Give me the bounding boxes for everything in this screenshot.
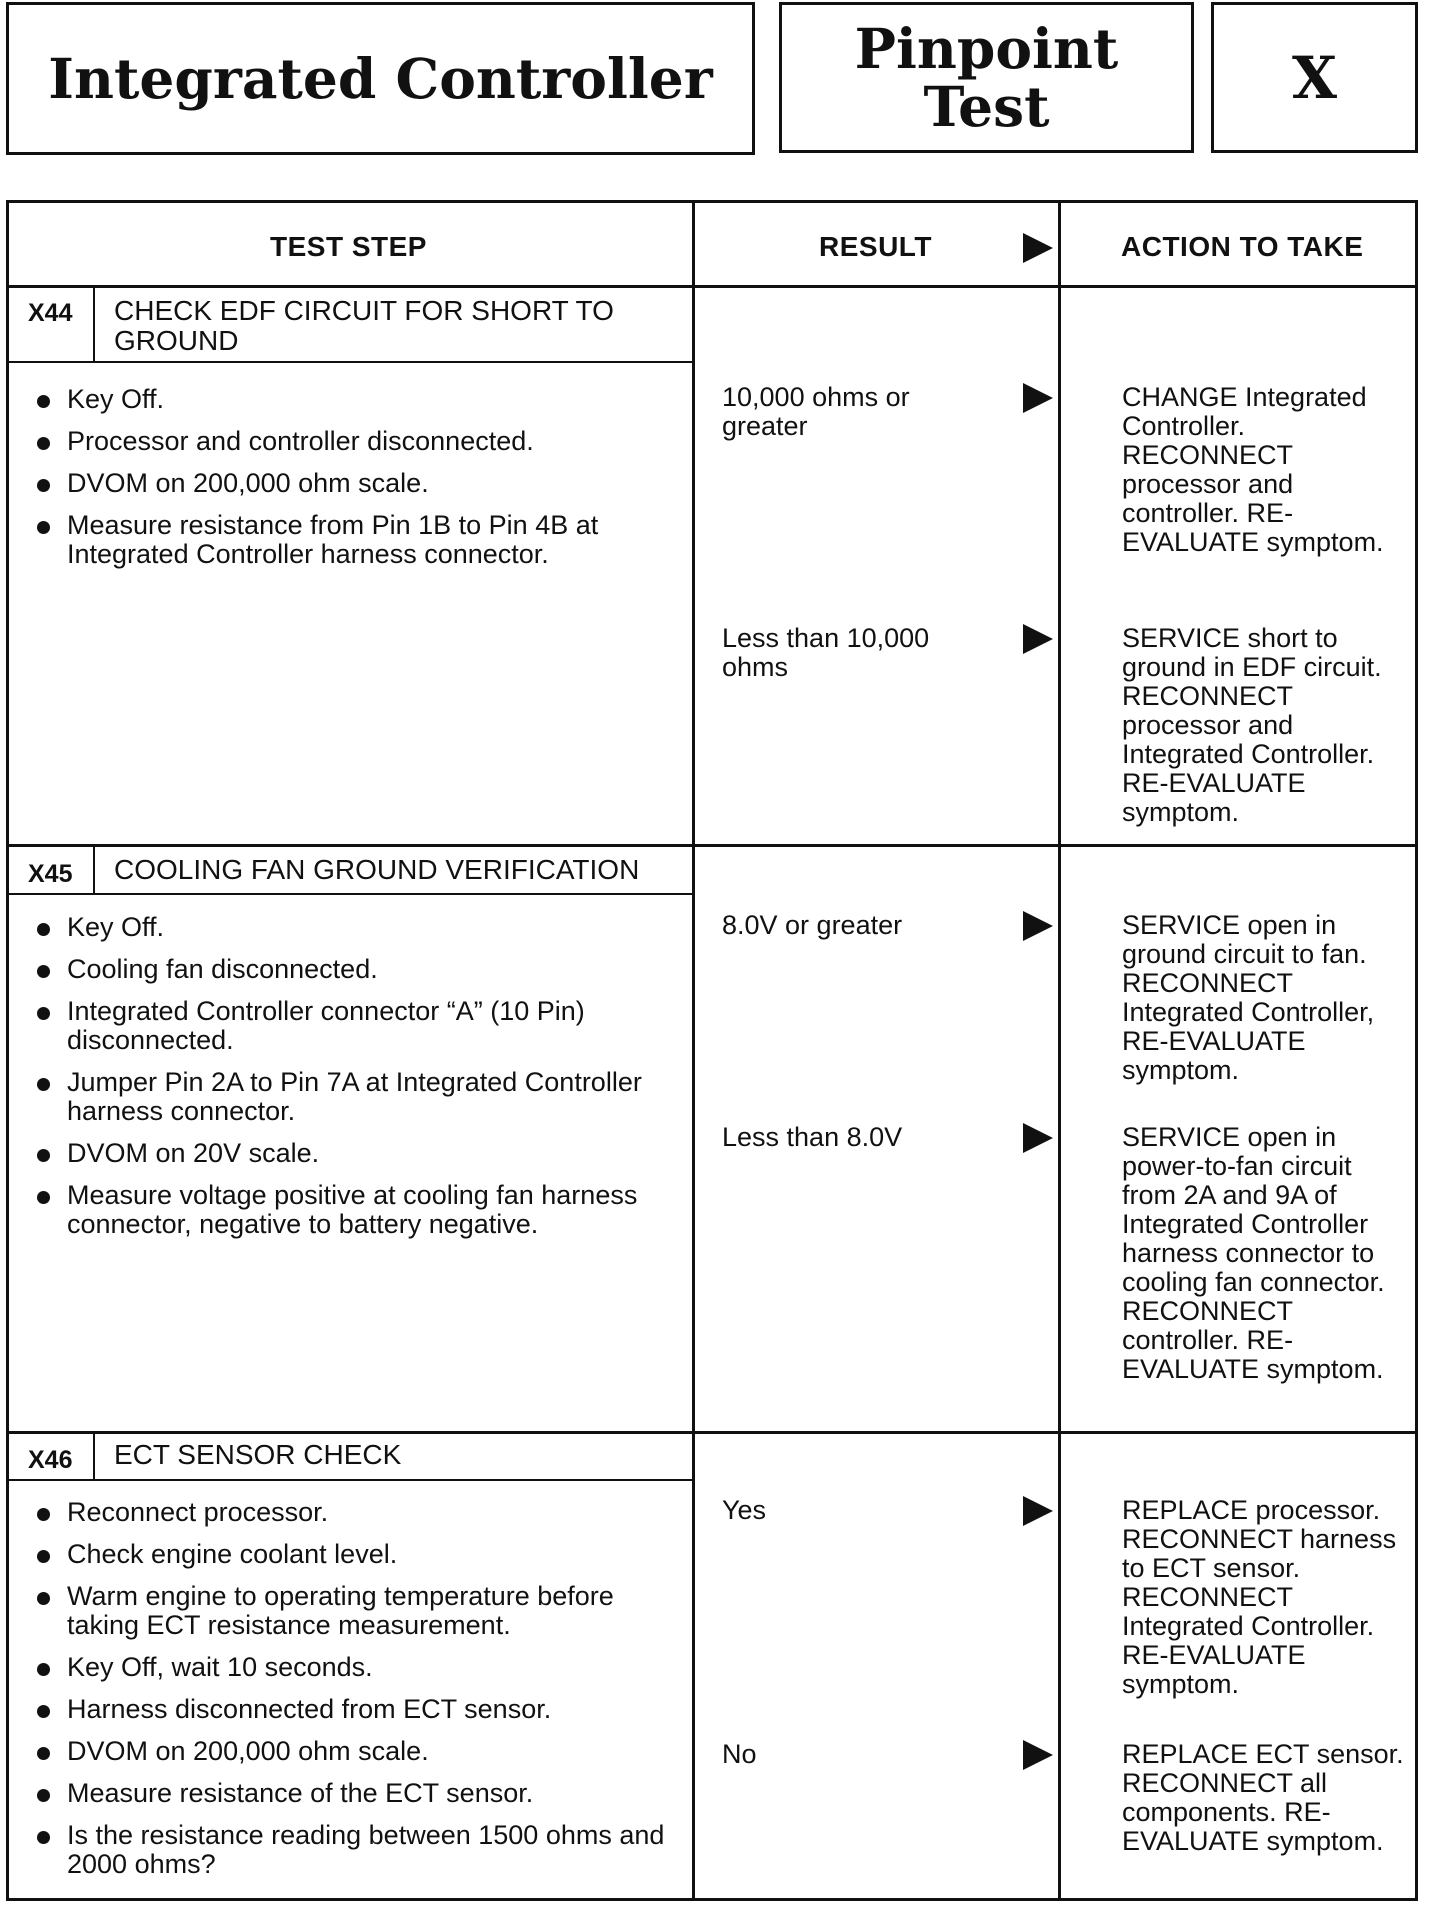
result-arrow-icon [1023,233,1053,263]
step-title: COOLING FAN GROUND VERIFICATION [114,854,640,885]
instruction-item: Key Off. [35,913,685,942]
instruction-item: Is the resistance reading between 1500 ohms and 2000 ohms? [35,1821,685,1879]
instruction-item: Measure resistance of the ECT sensor. [35,1779,685,1808]
instruction-item: Measure resistance from Pin 1B to Pin 4B at Integrated Controller harness connector. [35,511,675,569]
column-divider [1058,203,1061,1898]
action-text: REPLACE processor. RECONNECT harness to ECT sensor. RECONNECT Integrated Controller. RE-EVALUATE symptom. [1122,1495,1397,1699]
document-title [6,2,755,155]
step-title-underline [9,893,692,895]
test-letter [1211,2,1418,153]
result-arrow-icon [1023,1740,1053,1770]
result-text: No [722,1739,757,1769]
step-title: ECT SENSOR CHECK [114,1439,402,1470]
column-divider [692,203,695,1898]
step-divider [9,1431,1415,1434]
result-arrow-icon [1023,624,1053,654]
pinpoint-test-table [6,200,1418,1901]
instruction-item: DVOM on 200,000 ohm scale. [35,1737,685,1766]
instruction-item: Integrated Controller connector “A” (10 Pin) disconnected. [35,997,685,1055]
instruction-item: Check engine coolant level. [35,1540,685,1569]
column-header-test-step: TEST STEP [270,231,427,262]
pinpoint-test-label [779,2,1194,153]
result-arrow-icon [1023,1496,1053,1526]
step-instructions [35,385,675,582]
action-text: SERVICE short to ground in EDF circuit. RECONNECT processor and Integrated Controller. RE-EVALUATE symptom. [1122,623,1382,827]
result-text: Yes [722,1495,767,1525]
test-line: Test [923,73,1050,139]
instruction-item: Key Off, wait 10 seconds. [35,1653,685,1682]
step-instructions [35,913,685,1252]
step-id: X45 [28,860,73,888]
step-id-divider [93,847,95,895]
step-title-underline [9,1479,692,1481]
result-text: 8.0V or greater [722,910,903,940]
column-header-result: RESULT [819,231,932,262]
header-divider [9,285,1415,288]
instruction-item: Processor and controller disconnected. [35,427,675,456]
test-letter-text: X [1291,43,1337,112]
result-arrow-icon [1023,1123,1053,1153]
result-arrow-icon [1023,383,1053,413]
title-text: Integrated Controller [48,46,713,111]
instruction-item: Harness disconnected from ECT sensor. [35,1695,685,1724]
step-divider [9,844,1415,847]
action-text: SERVICE open in power-to-fan circuit from 2A and 9A of Integrated Controller harness connector to cooling fan connector. RECONNECT controller. RE-EVALUATE symptom. [1122,1122,1385,1384]
result-text: 10,000 ohms or greater [722,382,910,441]
instruction-item: Measure voltage positive at cooling fan harness connector, negative to battery negative. [35,1181,685,1239]
step-id-divider [93,1434,95,1481]
step-id-divider [93,288,95,363]
step-title-underline [9,361,692,363]
instruction-item: DVOM on 20V scale. [35,1139,685,1168]
step-id: X46 [28,1446,73,1474]
instruction-item: Reconnect processor. [35,1498,685,1527]
result-text: Less than 8.0V [722,1122,903,1152]
instruction-item: Warm engine to operating temperature before taking ECT resistance measurement. [35,1582,685,1640]
action-text: CHANGE Integrated Controller. RECONNECT processor and controller. RE-EVALUATE symptom. [1122,382,1384,557]
result-arrow-icon [1023,911,1053,941]
action-text: SERVICE open in ground circuit to fan. RECONNECT Integrated Controller, RE-EVALUATE symptom. [1122,910,1375,1085]
instruction-item: Jumper Pin 2A to Pin 7A at Integrated Controller harness connector. [35,1068,685,1126]
step-instructions [35,1498,685,1892]
instruction-item: DVOM on 200,000 ohm scale. [35,469,675,498]
instruction-item: Key Off. [35,385,675,414]
pinpoint-line: Pinpoint [854,15,1119,81]
column-header-action: ACTION TO TAKE [1121,231,1364,262]
step-title: CHECK EDF CIRCUIT FOR SHORT TO GROUND [114,295,614,356]
step-id: X44 [28,299,73,327]
instruction-item: Cooling fan disconnected. [35,955,685,984]
result-text: Less than 10,000 ohms [722,623,930,682]
action-text: REPLACE ECT sensor. RECONNECT all components. RE-EVALUATE symptom. [1122,1739,1404,1856]
